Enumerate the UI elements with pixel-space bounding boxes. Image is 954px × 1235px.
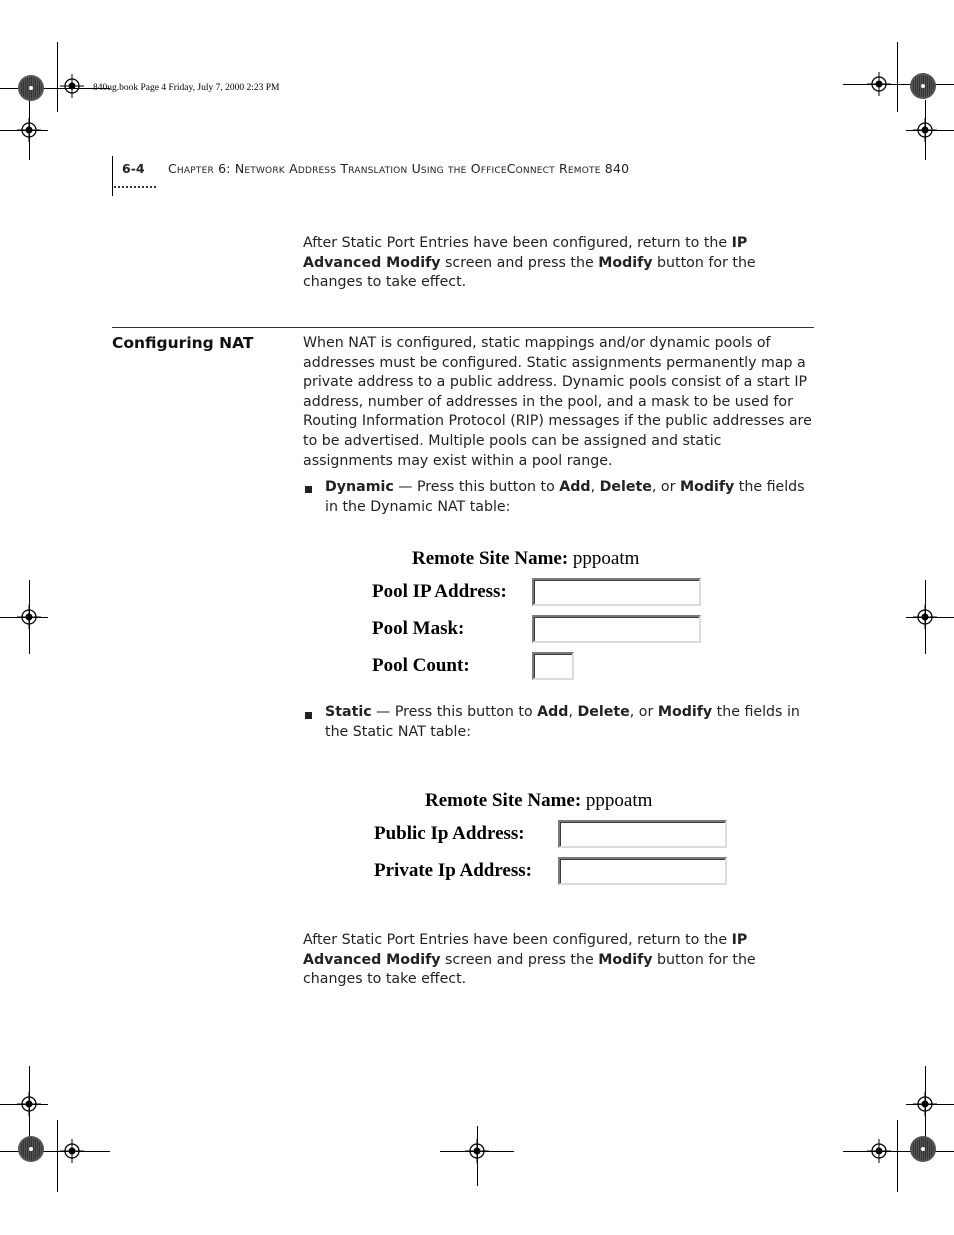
running-head: Chapter 6: Network Address Translation Using the OfficeConnect Remote 840 — [168, 161, 630, 176]
private-ip-address-label: Private Ip Address: — [374, 860, 532, 881]
pool-count-label: Pool Count: — [372, 655, 470, 676]
section-rule — [112, 327, 814, 328]
page-number: 6-4 — [122, 161, 145, 176]
color-wheel-icon — [17, 1135, 45, 1163]
pool-count-input[interactable] — [532, 652, 574, 680]
bullet-marker — [305, 712, 312, 719]
pool-ip-address-input[interactable] — [532, 578, 701, 606]
registration-target-icon — [17, 605, 41, 629]
color-wheel-icon — [909, 72, 937, 100]
dotted-rule — [114, 186, 156, 188]
public-ip-address-input[interactable] — [558, 820, 727, 848]
dynamic-form-title: Remote Site Name: pppoatm — [412, 548, 640, 569]
private-ip-address-input[interactable] — [558, 857, 727, 885]
public-ip-address-label: Public Ip Address: — [374, 823, 525, 844]
print-slug: 840ug.book Page 4 Friday, July 7, 2000 2:23 PM — [93, 83, 280, 93]
registration-target-icon — [60, 74, 84, 98]
color-wheel-icon — [17, 74, 45, 102]
registration-target-icon — [913, 605, 937, 629]
bullet-dynamic: Dynamic — Press this button to Add, Delete, or Modify the fields in the Dynamic NAT table: — [325, 479, 805, 515]
registration-target-icon — [465, 1139, 489, 1163]
registration-target-icon — [867, 1139, 891, 1163]
registration-target-icon — [60, 1139, 84, 1163]
color-wheel-icon — [909, 1135, 937, 1163]
pool-ip-address-label: Pool IP Address: — [372, 581, 507, 602]
bullet-static: Static — Press this button to Add, Delete, or Modify the fields in the Static NAT table: — [325, 704, 800, 740]
outro-paragraph: After Static Port Entries have been configured, return to the IP Advanced Modify screen and press the Modify button for the changes to take effect. — [303, 932, 756, 988]
section-body: When NAT is configured, static mappings and/or dynamic pools of addresses must be configured. Static assignments permanently map a private address to a public address. Dynamic pools consist of a start IP address, number of addresses in the pool, and a mask to be used for Routing Information Protocol (RIP) messages if the public addresses are to be advertised. Multiple pools can be assigned and static assignments may exist within a pool range. — [303, 335, 812, 469]
bullet-marker — [305, 486, 312, 493]
header-rule — [112, 156, 113, 196]
registration-target-icon — [913, 1092, 937, 1116]
pool-mask-label: Pool Mask: — [372, 618, 465, 639]
intro-paragraph: After Static Port Entries have been configured, return to the IP Advanced Modify screen and press the Modify button for the changes to take effect. — [303, 235, 756, 291]
static-form-title: Remote Site Name: pppoatm — [425, 790, 653, 811]
section-heading: Configuring NAT — [112, 334, 254, 352]
registration-target-icon — [17, 1092, 41, 1116]
pool-mask-input[interactable] — [532, 615, 701, 643]
registration-target-icon — [867, 72, 891, 96]
